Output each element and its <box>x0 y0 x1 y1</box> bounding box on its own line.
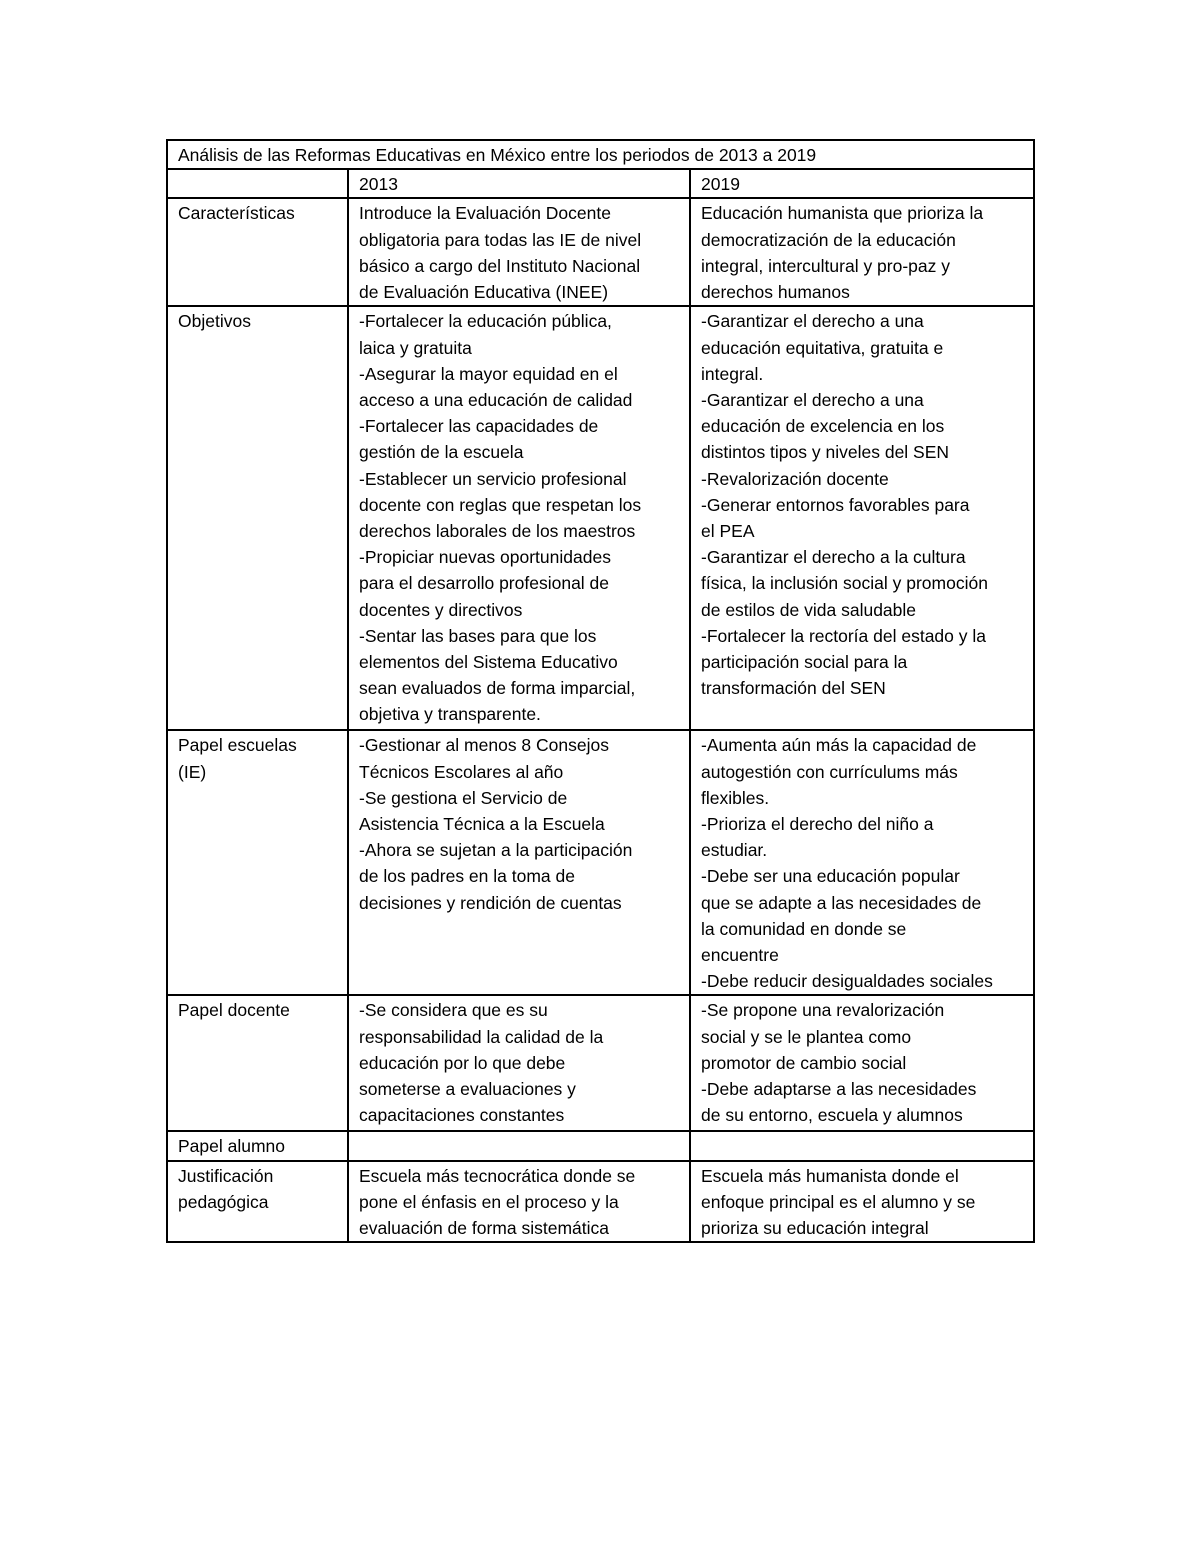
header-row <box>167 169 1034 198</box>
cell-text-line: social y se le plantea como <box>701 1026 912 1047</box>
cell-text-line: educación por lo que debe <box>359 1052 566 1073</box>
cell-text-line: objetiva y transparente. <box>359 704 541 725</box>
cell-text-line: democratización de la educación <box>701 229 956 250</box>
table-row-papel-escuelas <box>167 730 1034 995</box>
cell-text-line: de estilos de vida saludable <box>701 599 917 620</box>
cell-2013 <box>348 1161 690 1243</box>
row-label-cell <box>167 1131 348 1160</box>
cell-2013 <box>348 198 690 306</box>
reforms-comparison-table <box>166 139 1035 1243</box>
row-label-cell <box>167 198 348 306</box>
cell-text-line: Introduce la Evaluación Docente <box>359 203 611 224</box>
cell-text-line: Educación humanista que prioriza la <box>701 203 984 224</box>
cell-text-line: -Fortalecer la educación pública, <box>359 311 612 332</box>
cell-text-line: flexibles. <box>701 787 770 808</box>
table-row-papel-alumno <box>167 1131 1034 1160</box>
table-title: Análisis de las Reformas Educativas en México entre los periodos de 2013 a 2019 <box>167 140 1034 169</box>
cell-text-line: -Se gestiona el Servicio de <box>359 787 568 808</box>
cell-text-line: Objetivos <box>178 311 251 332</box>
cell-text-line: básico a cargo del Instituto Nacional <box>359 255 641 276</box>
cell-2013 <box>348 306 690 730</box>
cell-text-line: sean evaluados de forma imparcial, <box>359 678 636 699</box>
cell-2019 <box>690 1131 1034 1160</box>
cell-text-line: Técnicos Escolares al año <box>359 761 564 782</box>
row-label-cell <box>167 995 348 1131</box>
cell-text-line: Escuela más humanista donde el <box>701 1165 959 1186</box>
cell-text-line: derechos laborales de los maestros <box>359 521 636 542</box>
cell-text-line: obligatoria para todas las IE de nivel <box>359 229 642 250</box>
cell-text-line: evaluación de forma sistemática <box>359 1218 609 1239</box>
cell-text-line: distintos tipos y niveles del SEN <box>701 442 950 463</box>
header-2019: 2019 <box>690 169 1034 198</box>
cell-text-line: el PEA <box>701 521 755 542</box>
cell-text-line: educación equitativa, gratuita e <box>701 337 944 358</box>
row-label-cell <box>167 1161 348 1243</box>
cell-text-line: -Garantizar el derecho a una <box>701 311 924 332</box>
cell-text-line: de su entorno, escuela y alumnos <box>701 1105 963 1126</box>
cell-text-line: Asistencia Técnica a la Escuela <box>359 814 605 835</box>
cell-text-line: -Prioriza el derecho del niño a <box>701 814 934 835</box>
cell-text-line: enfoque principal es el alumno y se <box>701 1191 976 1212</box>
cell-text-line: integral. <box>701 363 764 384</box>
cell-text-line: estudiar. <box>701 840 768 861</box>
cell-2019 <box>690 198 1034 306</box>
cell-text-line: promotor de cambio social <box>701 1052 907 1073</box>
cell-2013 <box>348 1131 690 1160</box>
cell-text-line: -Garantizar el derecho a la cultura <box>701 547 966 568</box>
cell-2019 <box>690 306 1034 730</box>
cell-text-line: Características <box>178 203 295 224</box>
table-row-justificacion-pedagogica <box>167 1161 1034 1243</box>
cell-text-line: -Ahora se sujetan a la participación <box>359 840 633 861</box>
cell-text-line: responsabilidad la calidad de la <box>359 1026 604 1047</box>
cell-text-line: integral, intercultural y pro-paz y <box>701 255 950 276</box>
cell-2019 <box>690 1161 1034 1243</box>
cell-text-line: de Evaluación Educativa (INEE) <box>359 282 609 303</box>
table-body <box>167 198 1034 1242</box>
cell-text-line: transformación del SEN <box>701 678 886 699</box>
cell-text-line: laica y gratuita <box>359 337 472 358</box>
cell-text-line: -Revalorización docente <box>701 468 889 489</box>
cell-text-line: prioriza su educación integral <box>701 1218 929 1239</box>
cell-text-line: capacitaciones constantes <box>359 1105 565 1126</box>
cell-text-line: derechos humanos <box>701 282 850 303</box>
cell-text-line: -Sentar las bases para que los <box>359 625 597 646</box>
cell-text-line: -Aumenta aún más la capacidad de <box>701 735 977 756</box>
cell-text-line: elementos del Sistema Educativo <box>359 652 618 673</box>
table-row-objetivos <box>167 306 1034 730</box>
cell-text-line: Escuela más tecnocrática donde se <box>359 1165 636 1186</box>
row-label-cell <box>167 306 348 730</box>
cell-text-line: la comunidad en donde se <box>701 918 907 939</box>
cell-text-line: -Debe reducir desigualdades sociales <box>701 971 993 992</box>
cell-text-line: -Fortalecer las capacidades de <box>359 416 599 437</box>
cell-text-line: física, la inclusión social y promoción <box>701 573 988 594</box>
cell-text-line: (IE) <box>178 761 207 782</box>
cell-text-line: -Propiciar nuevas oportunidades <box>359 547 611 568</box>
cell-text-line: -Gestionar al menos 8 Consejos <box>359 735 609 756</box>
cell-text-line: -Generar entornos favorables para <box>701 494 970 515</box>
cell-text-line: educación de excelencia en los <box>701 416 945 437</box>
cell-text-line: de los padres en la toma de <box>359 866 575 887</box>
title-row <box>167 140 1034 169</box>
row-label-cell <box>167 730 348 995</box>
cell-text-line: acceso a una educación de calidad <box>359 390 633 411</box>
cell-text-line: decisiones y rendición de cuentas <box>359 892 622 913</box>
cell-text-line: -Se propone una revalorización <box>701 1000 945 1021</box>
cell-text-line: Papel escuelas <box>178 735 297 756</box>
cell-text-line: encuentre <box>701 945 779 966</box>
cell-text-line: pone el énfasis en el proceso y la <box>359 1191 619 1212</box>
cell-text-line: Papel docente <box>178 1000 290 1021</box>
cell-2013 <box>348 995 690 1131</box>
cell-text-line: -Garantizar el derecho a una <box>701 390 924 411</box>
cell-text-line: -Asegurar la mayor equidad en el <box>359 363 618 384</box>
cell-text-line: -Establecer un servicio profesional <box>359 468 627 489</box>
header-blank-cell <box>167 169 348 198</box>
cell-text-line: Justificación <box>178 1165 274 1186</box>
cell-text-line: -Se considera que es su <box>359 1000 548 1021</box>
header-2013: 2013 <box>348 169 690 198</box>
table-row-papel-docente <box>167 995 1034 1131</box>
cell-text-line: participación social para la <box>701 652 908 673</box>
cell-text-line: -Fortalecer la rectoría del estado y la <box>701 625 986 646</box>
cell-text-line: que se adapte a las necesidades de <box>701 892 982 913</box>
cell-2019 <box>690 995 1034 1131</box>
cell-text-line: Papel alumno <box>178 1136 286 1157</box>
table-row-caracteristicas <box>167 198 1034 306</box>
cell-text-line: para el desarrollo profesional de <box>359 573 610 594</box>
cell-text-line: someterse a evaluaciones y <box>359 1079 576 1100</box>
cell-text-line: gestión de la escuela <box>359 442 524 463</box>
cell-text-line: -Debe adaptarse a las necesidades <box>701 1079 977 1100</box>
cell-2019 <box>690 730 1034 995</box>
cell-text-line: autogestión con currículums más <box>701 761 958 782</box>
cell-2013 <box>348 730 690 995</box>
cell-text-line: docentes y directivos <box>359 599 523 620</box>
cell-text-line: -Debe ser una educación popular <box>701 866 960 887</box>
cell-text-line: pedagógica <box>178 1191 269 1212</box>
cell-text-line: docente con reglas que respetan los <box>359 494 642 515</box>
